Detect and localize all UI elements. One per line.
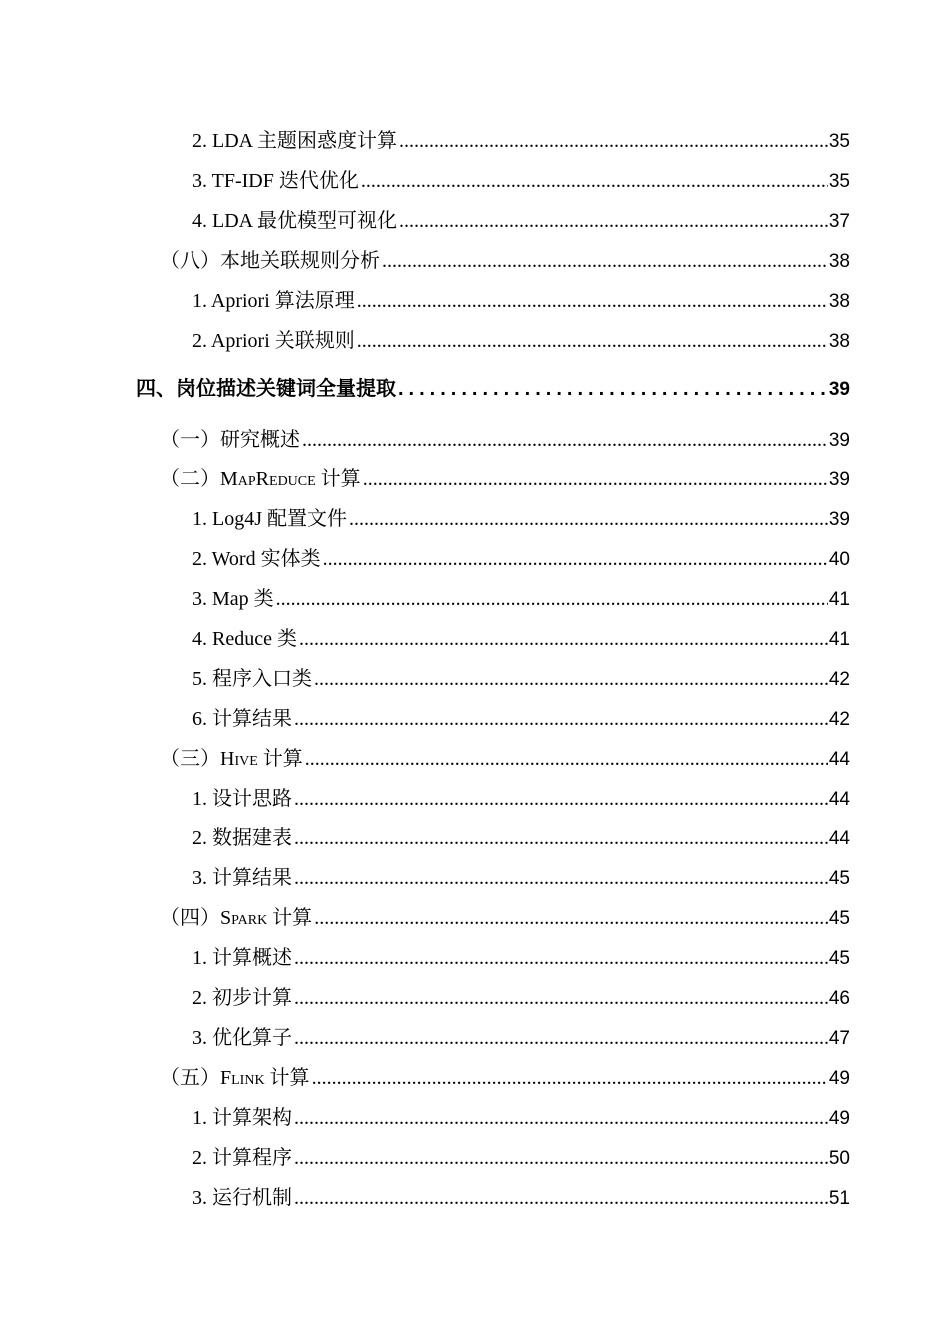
toc-entry-title: 3. TF-IDF 迭代优化 bbox=[192, 170, 359, 192]
toc-entry[interactable] bbox=[0, 941, 950, 971]
toc-entry[interactable] bbox=[0, 462, 950, 492]
toc-entry-title: （五）Flink 计算 bbox=[160, 1067, 310, 1089]
toc-page-number: 41 bbox=[828, 629, 850, 650]
toc-entry[interactable] bbox=[0, 981, 950, 1011]
toc-page-number: 50 bbox=[828, 1148, 850, 1169]
toc-page-number: 49 bbox=[828, 1108, 850, 1129]
dot-leader bbox=[312, 1067, 828, 1090]
toc-entry-title: 4. LDA 最优模型可视化 bbox=[192, 210, 397, 232]
toc-entry[interactable] bbox=[0, 622, 950, 652]
dot-leader bbox=[294, 1107, 828, 1130]
toc-page-number: 35 bbox=[828, 131, 850, 152]
dot-leader bbox=[314, 668, 828, 691]
toc-entry-title: 5. 程序入口类 bbox=[192, 668, 312, 690]
toc-entry[interactable] bbox=[0, 861, 950, 891]
toc-entry-title: 2. 计算程序 bbox=[192, 1147, 292, 1169]
toc-entry-title: 1. 计算概述 bbox=[192, 947, 292, 969]
toc-entry-title: 3. 运行机制 bbox=[192, 1187, 292, 1209]
toc-page-number: 38 bbox=[828, 251, 850, 272]
toc-page-number: 35 bbox=[828, 171, 850, 192]
toc-entry-title: 2. 数据建表 bbox=[192, 827, 292, 849]
toc-page-number: 44 bbox=[828, 749, 850, 770]
toc-entry-title: 3. 计算结果 bbox=[192, 867, 292, 889]
toc-page-number: 42 bbox=[828, 709, 850, 730]
toc-page-number: 41 bbox=[828, 589, 850, 610]
toc-entry-title: （二）MapReduce 计算 bbox=[160, 468, 361, 490]
toc-entry-title: 3. Map 类 bbox=[192, 588, 274, 610]
toc-entry-title: 1. 计算架构 bbox=[192, 1107, 292, 1129]
dot-leader bbox=[305, 748, 828, 771]
dot-leader bbox=[382, 250, 828, 273]
toc-page-number: 42 bbox=[828, 669, 850, 690]
dot-leader bbox=[302, 429, 828, 452]
toc-entry[interactable] bbox=[0, 164, 950, 194]
dot-leader bbox=[357, 330, 828, 353]
toc-entry-title: 2. 初步计算 bbox=[192, 987, 292, 1009]
toc-entry[interactable] bbox=[0, 324, 950, 354]
toc-entry-title: 3. 优化算子 bbox=[192, 1027, 292, 1049]
dot-leader bbox=[294, 708, 828, 731]
toc-page-number: 49 bbox=[828, 1068, 850, 1089]
dot-leader bbox=[294, 867, 828, 890]
toc-entry[interactable] bbox=[0, 423, 950, 453]
toc-entry-title: （一）研究概述 bbox=[160, 429, 300, 451]
toc-entry[interactable] bbox=[0, 702, 950, 732]
toc-entry[interactable] bbox=[0, 1101, 950, 1131]
dot-leader bbox=[294, 1147, 828, 1170]
toc-entry[interactable] bbox=[0, 124, 950, 154]
dot-leader bbox=[294, 788, 828, 811]
toc-entry-title: （四）Spark 计算 bbox=[160, 907, 313, 929]
toc-page-number: 39 bbox=[828, 379, 850, 400]
toc-entry[interactable] bbox=[0, 782, 950, 812]
toc-chapter-entry[interactable] bbox=[0, 372, 950, 402]
toc-entry-title: 2. Word 实体类 bbox=[192, 548, 321, 570]
toc-entry-title: 2. Apriori 关联规则 bbox=[192, 330, 355, 352]
toc-entry[interactable] bbox=[0, 662, 950, 692]
toc-entry[interactable] bbox=[0, 901, 950, 931]
toc-entry-title: （八）本地关联规则分析 bbox=[160, 250, 380, 272]
dot-leader bbox=[398, 378, 828, 401]
dot-leader bbox=[363, 468, 828, 491]
dot-leader bbox=[399, 130, 828, 153]
toc-entry-title: （三）Hive 计算 bbox=[160, 748, 303, 770]
toc-entry[interactable] bbox=[0, 284, 950, 314]
toc-page-number: 47 bbox=[828, 1028, 850, 1049]
toc-entry-title: 6. 计算结果 bbox=[192, 708, 292, 730]
toc-entry-title: 1. Apriori 算法原理 bbox=[192, 290, 355, 312]
toc-entry[interactable] bbox=[0, 1181, 950, 1211]
dot-leader bbox=[294, 1027, 828, 1050]
toc-entry-title: 4. Reduce 类 bbox=[192, 628, 297, 650]
toc-entry-title: 2. LDA 主题困惑度计算 bbox=[192, 130, 397, 152]
dot-leader bbox=[276, 588, 828, 611]
dot-leader bbox=[314, 907, 828, 930]
toc-page-number: 39 bbox=[828, 430, 850, 451]
toc-page-number: 44 bbox=[828, 789, 850, 810]
toc-entry[interactable] bbox=[0, 1141, 950, 1171]
toc-page-number: 45 bbox=[828, 868, 850, 889]
toc-entry-title: 1. Log4J 配置文件 bbox=[192, 508, 347, 530]
toc-page-number: 46 bbox=[828, 988, 850, 1009]
toc-entry-title: 四、岗位描述关键词全量提取 bbox=[136, 376, 396, 400]
dot-leader bbox=[399, 210, 828, 233]
toc-entry[interactable] bbox=[0, 502, 950, 532]
toc-entry[interactable] bbox=[0, 204, 950, 234]
dot-leader bbox=[349, 508, 828, 531]
dot-leader bbox=[323, 548, 828, 571]
toc-page-number: 37 bbox=[828, 211, 850, 232]
dot-leader bbox=[294, 987, 828, 1010]
toc-page-number: 39 bbox=[828, 469, 850, 490]
dot-leader bbox=[294, 1187, 828, 1210]
toc-page-number: 39 bbox=[828, 509, 850, 530]
toc-entry[interactable] bbox=[0, 821, 950, 851]
toc-page-number: 45 bbox=[828, 948, 850, 969]
toc-entry[interactable] bbox=[0, 582, 950, 612]
dot-leader bbox=[294, 947, 828, 970]
dot-leader bbox=[361, 170, 828, 193]
toc-entry[interactable] bbox=[0, 1021, 950, 1051]
toc-entry[interactable] bbox=[0, 742, 950, 772]
dot-leader bbox=[299, 628, 828, 651]
toc-page-number: 38 bbox=[828, 331, 850, 352]
toc-entry[interactable] bbox=[0, 244, 950, 274]
toc-entry-title: 1. 设计思路 bbox=[192, 788, 292, 810]
toc-entry[interactable] bbox=[0, 542, 950, 572]
toc-page-number: 51 bbox=[828, 1188, 850, 1209]
dot-leader bbox=[357, 290, 828, 313]
toc-page-number: 40 bbox=[828, 549, 850, 570]
toc-entry[interactable] bbox=[0, 1061, 950, 1091]
toc-page-number: 38 bbox=[828, 291, 850, 312]
toc-page-number: 45 bbox=[828, 908, 850, 929]
toc-page-number: 44 bbox=[828, 828, 850, 849]
dot-leader bbox=[294, 827, 828, 850]
